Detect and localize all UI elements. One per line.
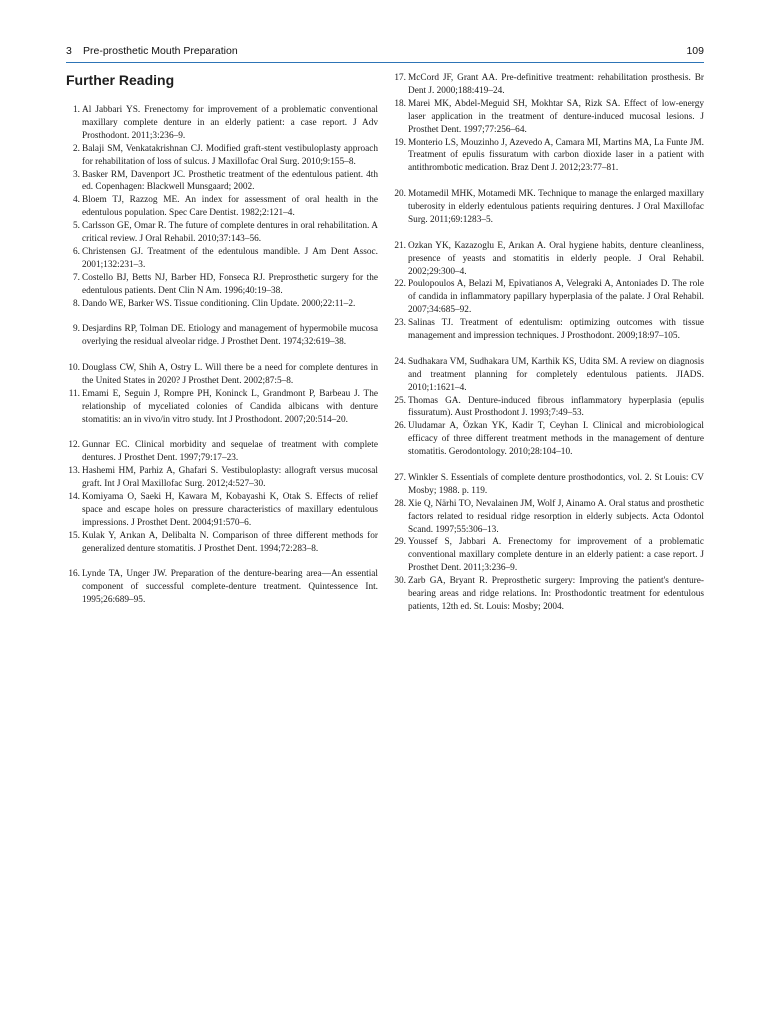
reference-item [394,317,704,343]
reference-text: Christensen GJ. Treatment of the edentulous mandible. J Am Dent Assoc. 2001;132:231–3. [82,246,378,270]
reference-text: Carlsson GE, Omar R. The future of complete dentures in oral rehabilitation. A critical review. J Oral Rehabil. 2010;37:143–56. [82,221,378,244]
reference-number: 30. [394,576,406,587]
header-rule [66,62,704,63]
reference-item [394,356,704,395]
reference-text: Dando WE, Barker WS. Tissue conditioning. Clin Update. 2000;22:11–2. [82,298,356,309]
reference-item [73,104,378,143]
reference-text: Desjardins RP, Tolman DE. Etiology and management of hypermobile mucosa overlying the residual alveolar ridge. J Prosthet Dent. 1974;32:619–38. [82,324,378,348]
reference-number: 15. [68,530,80,541]
running-header [66,44,704,62]
reference-number: 24. [394,356,406,367]
reference-item [68,530,378,556]
reference-item [73,194,378,220]
reference-item [68,439,378,465]
reference-number: 29. [394,537,406,548]
reference-number: 6. [73,246,80,257]
reference-item [73,298,378,311]
reference-number: 21. [394,240,406,251]
reference-text: Youssef S, Jabbari A. Frenectomy for improvement of a problematic conventional maxillary complete denture in an elderly patient: a case report. J Prosthet Dent. 2011;3:236–9. [408,537,704,574]
reference-item [73,143,378,169]
reference-text: Salinas TJ. Treatment of edentulism: optimizing outcomes with tissue management and impression techniques. J Prosthodont. 2009;18:97–105. [408,318,704,341]
reference-item [394,575,704,614]
reference-text: Uludamar A, Özkan YK, Kadir T, Ceyhan I. Clinical and microbiological efficacy of three different treatment methods in the management of denture stomatitis. Gerodontology. 2010;28:104–10. [408,421,704,458]
reference-text: Lynde TA, Unger JW. Preparation of the denture-bearing area—An essential component of successful complete-denture treatment. Quintessence Int. 1995;26:689–95. [82,569,378,606]
reference-text: Gunnar EC. Clinical morbidity and sequelae of treatment with complete dentures. J Prosthet Dent. 1997;79:17–23. [82,440,378,464]
reference-text: Thomas GA. Denture-induced fibrous inflammatory hyperplasia (epulis fissuratum). Aust Prosthodont J. 1993;7:49–53. [408,395,704,419]
reference-number: 27. [394,472,406,483]
reference-item [394,472,704,498]
reference-number: 26. [394,421,406,432]
reference-text: Kulak Y, Arıkan A, Delibalta N. Comparison of three different methods for generalized denture stomatitis. J Prosthet Dent. 1994;72:283–8. [82,530,378,554]
reference-item [73,246,378,272]
reference-text: Komiyama O, Saeki H, Kawara M, Kobayashi K, Otak S. Effects of relief space and escape holes on pressure characteristics of maxillary edentulous impressions. J Prosthet Dent. 2004;91:570–6. [82,492,378,528]
reference-item [68,388,378,427]
reference-number: 12. [68,440,80,451]
reference-item [73,169,378,195]
page-number: 109 [686,45,704,57]
reference-item [73,272,378,298]
reference-number: 20. [394,189,406,200]
reference-number: 7. [73,272,80,283]
reference-number: 18. [394,98,406,109]
reference-item [68,568,378,607]
reference-item [394,98,704,137]
reference-text: Balaji SM, Venkatakrishnan CJ. Modified graft-stent vestibuloplasty approach for rehabilitation of loss of sulcus. J Maxillofac Oral Surg. 2010;9:155–8. [82,143,378,167]
reference-item [73,220,378,246]
reference-number: 28. [394,498,406,509]
reference-number: 10. [68,363,80,373]
reference-text: Winkler S. Essentials of complete denture prosthodontics, vol. 2. St Louis: CV Mosby; 1988. p. 119. [408,472,704,496]
reference-item [73,323,378,349]
reference-item [394,420,704,459]
reference-text: Basker RM, Davenport JC. Prosthetic treatment of the edentulous patient. 4th ed. Copenhagen: Blackwell Munsgaard; 2002. [82,169,378,193]
section-title: Further Reading [66,72,175,88]
reference-number: 11. [68,388,80,399]
reference-text: Zarb GA, Bryant R. Preprosthetic surgery: Improving the patient's denture-bearing areas and ridge relations. In: Prosthodontic treatment for edentulous patients, 12th ed. St. Louis: Mosby; 2004. [408,576,704,612]
reference-item [394,240,704,279]
reference-number: 19. [394,137,406,148]
reference-item [68,362,378,388]
reference-text: Douglass CW, Shih A, Ostry L. Will there be a need for complete dentures in the United States in 2020? J Prosthet Dent. 2002;87:5–8. [82,363,378,386]
reference-number: 2. [73,143,80,154]
reference-text: Monterio LS, Mouzinho J, Azevedo A, Camara MI, Martins MA, La Funte JM. Treatment of epulis fissuratum with carbon dioxide laser in a patient with antithrombotic medication. Braz Dent J. 2012;23:77–81. [408,137,704,174]
reference-text: Emami E, Seguin J, Rompre PH, Koninck L, Grandmont P, Barbeau J. The relationship of myceliated colonies of Candida albicans with denture stomatitis: an in vivo/in vitro study. Int J Prosthodont. 2007;20:514–20. [82,388,378,425]
reference-number: 16. [68,569,80,580]
reference-text: Poulopoulos A, Belazi M, Epivatianos A, Velegraki A, Antoniades D. The role of candida in inflammatory papillary hyperplasia of the palate. J Oral Rehabil. 2007;34:685–92. [408,279,704,316]
chapter-number: 3 [66,45,72,57]
reference-number: 13. [68,466,80,477]
reference-text: Hashemi HM, Parhiz A, Ghafari S. Vestibuloplasty: allograft versus mucosal graft. Int J Oral Maxillofac Surg. 2012;4:527–30. [82,466,378,490]
reference-item [394,188,704,227]
reference-number: 8. [73,298,80,309]
reference-number: 17. [394,73,406,83]
reference-number: 9. [73,324,80,335]
reference-item [394,137,704,176]
reference-number: 25. [394,395,406,406]
reference-number: 4. [73,195,80,206]
reference-item [68,465,378,491]
reference-number: 22. [394,279,406,290]
reference-number: 23. [394,318,406,329]
reference-item [394,395,704,421]
reference-item [68,491,378,530]
reference-text: McCord JF, Grant AA. Pre-definitive treatment: rehabilitation prosthesis. Br Dent J. 2000;188:419–24. [408,73,704,96]
reference-number: 1. [73,105,80,115]
reference-text: Al Jabbari YS. Frenectomy for improvement of a problematic conventional maxillary complete denture in an elderly patient: a case report. J Adv Prosthodont. 2011;3:236–9. [82,105,378,141]
reference-item [394,536,704,575]
reference-text: Ozkan YK, Kazazoglu E, Arıkan A. Oral hygiene habits, denture cleanliness, presence of yeasts and stomatitis in elderly people. J Oral Rehabil. 2002;29:300–4. [408,240,704,277]
reference-text: Sudhakara VM, Sudhakara UM, Karthik KS, Udita SM. A review on diagnosis and treatment planning for completely edentulous patients. JIADS. 2010;1:1621–4. [408,356,704,393]
reference-item [394,278,704,317]
reference-text: Marei MK, Abdel-Meguid SH, Mokhtar SA, Rizk SA. Effect of low-energy laser application in the treatment of denture-induced mucosal lesions. J Prosthet Dent. 1997;77:256–64. [408,98,704,135]
reference-text: Costello BJ, Betts NJ, Barber HD, Fonseca RJ. Preprosthetic surgery for the edentulous patients. Dent Clin N Am. 1996;40:19–38. [82,272,378,296]
reference-text: Bloem TJ, Razzog ME. An index for assessment of oral health in the edentulous population. Spec Care Dentist. 1982;2:121–4. [82,195,378,219]
reference-text: Xie Q, Närhi TO, Nevalainen JM, Wolf J, Ainamo A. Oral status and prosthetic factors related to residual ridge resorption in elderly subjects. Acta Odontol Scand. 1997;55:306–13. [408,498,704,535]
reference-number: 3. [73,169,80,180]
chapter-title: Pre-prosthetic Mouth Preparation [83,45,238,57]
reference-item [394,498,704,537]
reference-number: 14. [68,492,80,502]
reference-text: Motamedil MHK, Motamedi MK. Technique to manage the enlarged maxillary tuberosity in elderly edentulous patients requiring dentures. J Oral Maxillofac Surg. 2011;69:1283–5. [408,189,704,225]
reference-item [394,72,704,98]
reference-number: 5. [73,221,80,232]
